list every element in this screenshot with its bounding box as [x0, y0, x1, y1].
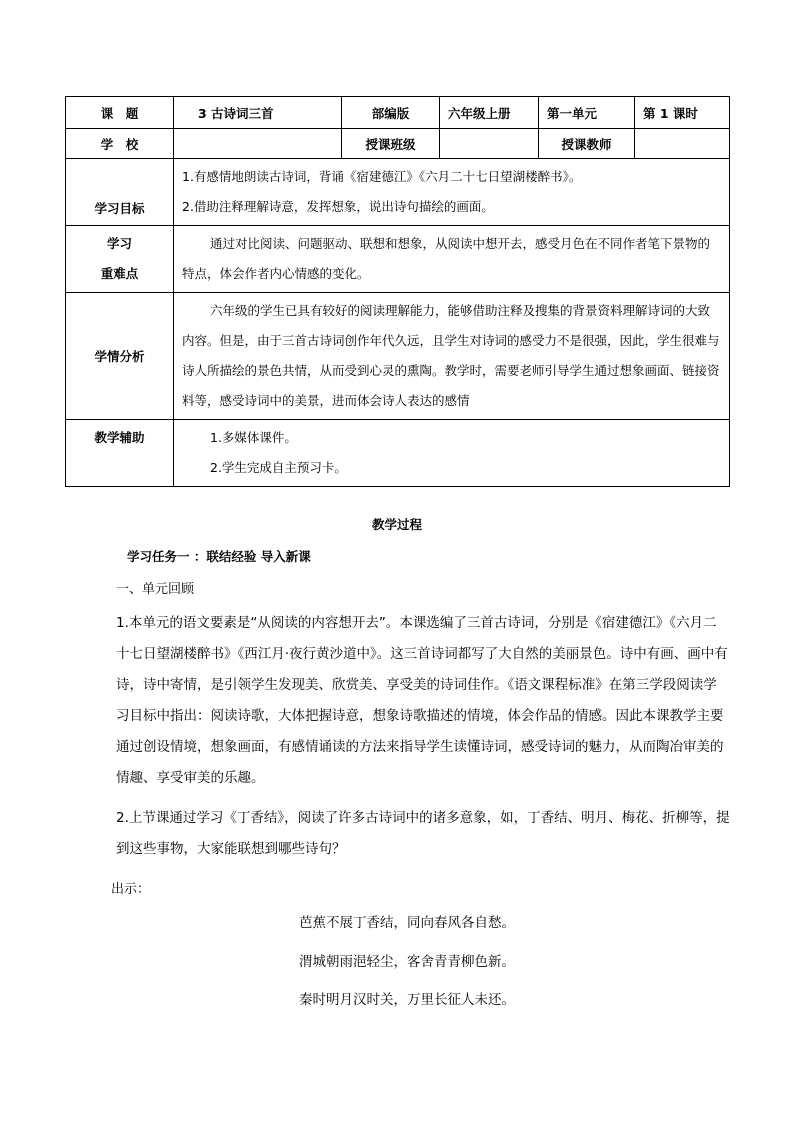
- teacher-value: [635, 129, 730, 159]
- label-key-points: 学习 重难点: [66, 226, 174, 293]
- label-school: 学 校: [66, 129, 174, 159]
- topic-value: 3 古诗词三首: [174, 97, 342, 129]
- goal-line-2: 2.借助注释理解诗意，发挥想象，说出诗句描绘的画面。: [182, 199, 494, 214]
- task-heading: 学习任务一 ：联结经验 导入新课: [127, 549, 311, 564]
- table-row: [66, 97, 730, 129]
- table-row: [66, 159, 730, 226]
- paragraph-2: 2.上节课通过学习《丁香结》，阅读了许多古诗词中的诸多意象，如，丁香结、明月、梅花、折柳等，提到这些事物，大家能联想到哪些诗句？: [116, 810, 730, 857]
- poem-line-3: 秦时明月汉时关，万里长征人未还。: [299, 992, 515, 1008]
- table-row: [66, 226, 730, 293]
- grade: 六年级上册: [440, 97, 539, 129]
- label-aids: 教学辅助: [66, 420, 174, 487]
- poem-line-1: 芭蕉不展丁香结，同向春风各自愁。: [299, 915, 515, 931]
- school-value: [174, 129, 342, 159]
- table-row: [66, 293, 730, 420]
- aid-line-2: 2.学生完成自主预习卡。: [210, 460, 347, 475]
- unit: 第一单元: [539, 97, 635, 129]
- subheading: 一、单元回顾: [116, 582, 195, 597]
- lesson-info-table: [65, 96, 730, 487]
- class-value: [440, 129, 539, 159]
- label-topic: 课 题: [66, 97, 174, 129]
- aids-content: [174, 420, 730, 487]
- table-row: [66, 420, 730, 487]
- paragraph-1: 1.本单元的语文要素是“从阅读的内容想开去”。本课选编了三首古诗词，分别是《宿建德江》《六月二十七日望湖楼醉书》《西江月·夜行黄沙道中》。这三首诗词都写了大自然的美丽景色。诗中有画、画中有诗，诗中寄情，是引领学生发现美、欣赏美、享受美的诗词佳作。《语文课程标准》在第三学段阅读学习目标中指出：阅读诗歌，大体把握诗意，想象诗歌描述的情境，体会作品的情感。因此本课教学主要通过创设情境，想象画面，有感情诵读的方法来指导学生读懂诗词，感受诗词的魅力，从而陶冶审美的情趣、享受审美的乐趣。: [116, 615, 728, 786]
- goals-content: [174, 159, 730, 226]
- edition: 部编版: [342, 97, 440, 129]
- analysis-content: 六年级的学生已具有较好的阅读理解能力，能够借助注释及搜集的背景资料理解诗词的大致内容。但是，由于三首古诗词创作年代久远，且学生对诗词的感受力不是很强，因此，学生很难与诗人所描绘的景色共情，从而受到心灵的熏陶。教学时，需要老师引导学生通过想象画面、链接资料等，感受诗词中的美景，进而体会诗人表达的感情: [174, 293, 730, 420]
- aid-line-1: 1.多媒体课件。: [210, 430, 297, 445]
- goal-line-1: 1.有感情地朗读古诗词，背诵《宿建德江》《六月二十七日望湖楼醉书》。: [182, 169, 582, 184]
- key-points-content: 通过对比阅读、问题驱动、联想和想象，从阅读中想开去，感受月色在不同作者笔下景物的特点，体会作者内心情感的变化。: [174, 226, 730, 293]
- label-teacher: 授课教师: [539, 129, 635, 159]
- label-goals: 学习目标: [66, 159, 174, 226]
- label-class: 授课班级: [342, 129, 440, 159]
- section-title: 教学过程: [371, 517, 422, 532]
- label-analysis: 学情分析: [66, 293, 174, 420]
- table-row: [66, 129, 730, 159]
- display-label: 出示：: [111, 882, 151, 897]
- poem-line-2: 渭城朝雨浥轻尘，客舍青青柳色新。: [299, 954, 515, 970]
- lesson-number: 第 1 课时: [635, 97, 730, 129]
